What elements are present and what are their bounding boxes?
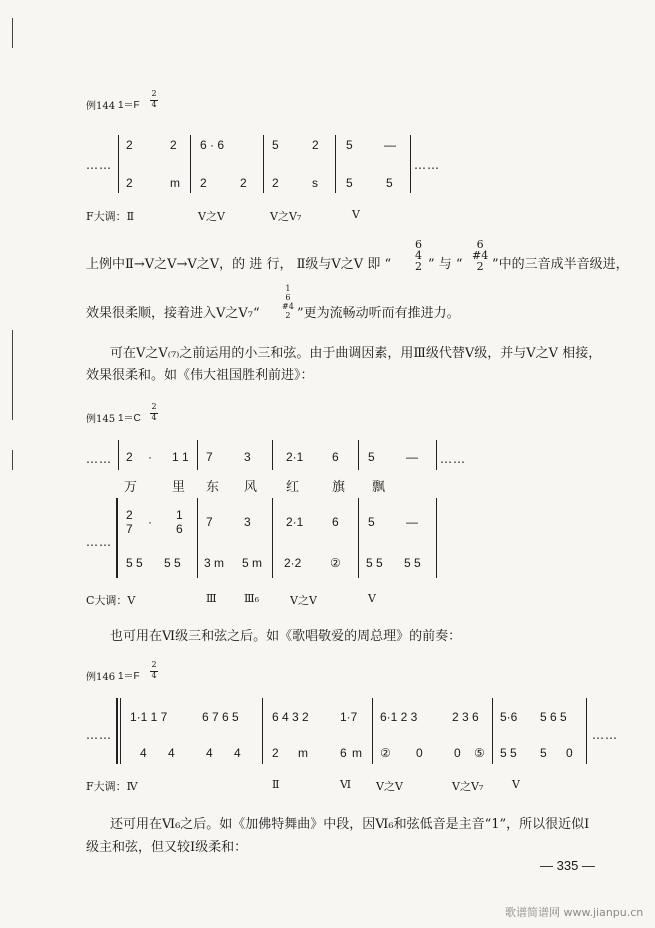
barline [586,698,587,764]
chord-analysis: Ⅴ之Ⅴ [198,210,225,223]
note: 6 · 6 [200,138,225,152]
barline [272,440,273,470]
key-signature: 1＝C [118,413,141,424]
chord-stack: 1 6 #4 2 [282,284,294,320]
note: 5 5 [500,746,517,760]
page-edge-line-top [12,18,13,48]
repeat-dots-left: …… [86,728,112,742]
note: 2 [200,176,207,190]
note: 2 [126,508,133,522]
system-brace [116,698,118,764]
note: 5 [368,515,375,529]
note: 5 [272,138,279,152]
barline [436,440,437,470]
note: ② [330,556,341,570]
paragraph-line: 还可用在Ⅵ₆之后。如《加佛特舞曲》中段，因Ⅵ₆和弦低音是主音“1”，所以很近似Ⅰ [110,817,590,832]
note: 7 [206,515,213,529]
repeat-dots-left: …… [86,452,112,466]
note: 6·1 2 3 [380,710,418,724]
chord-analysis: Ⅴ [352,208,360,221]
note: 5 5 [366,556,383,570]
time-numerator: 2 [151,660,157,669]
note: 2 [240,176,247,190]
repeat-dots-right: …… [592,728,618,742]
chord-analysis: F大调：Ⅱ [86,210,135,223]
chord-analysis: Ⅴ [368,592,376,605]
note: ⑤ [474,746,485,760]
note: 2·2 [284,556,302,570]
paragraph-line: ” 与 “ [428,257,463,272]
time-numerator: 2 [151,402,157,411]
note: — [406,450,418,464]
lyric: 旗 [332,480,346,495]
lyric: 红 [286,480,300,495]
note: 2·1 [286,450,304,464]
paragraph-line: 可在Ⅴ之Ⅴ₍₇₎之前运用的小三和弦。由于曲调因素，用Ⅲ级代替Ⅴ级，并与Ⅴ之Ⅴ 相接， [110,346,602,361]
note: 3 [244,515,251,529]
barline [197,440,198,470]
time-denominator: 4 [151,671,157,680]
barline [190,135,191,193]
note: 6 4 3 2 [272,710,309,724]
note: 2 [126,138,133,152]
note: 4 [140,746,147,760]
page-edge-line-mid [12,330,13,420]
repeat-dots-left: …… [86,535,112,549]
barline [492,698,493,764]
page-edge-line-low [12,450,13,470]
chord-analysis: Ⅴ之Ⅴ [290,594,317,607]
note: 1·1 1 7 [130,710,168,724]
note: 5 m [242,556,263,570]
note: 2 [126,176,133,190]
repeat-barline [120,698,121,764]
repeat-dots-right: …… [440,452,466,466]
note: 2 [272,176,279,190]
barline [197,498,198,578]
note: 0 [454,746,461,760]
note: 2 [170,138,177,152]
note: 5·6 [500,710,518,724]
lyric: 万 [124,480,138,495]
note: 4 [206,746,213,760]
paragraph-line: ”更为流畅动听而有推进力。 [297,306,460,321]
note: 2 [272,746,279,760]
note: 3 m [204,556,225,570]
chord-stack: 6 4 2 [415,238,422,273]
note: 4 [168,746,175,760]
paragraph-line: 上例中Ⅱ→Ⅴ之Ⅴ→Ⅴ之Ⅴ，的 进 行， Ⅱ级与Ⅴ之Ⅴ 即 “ [86,257,392,272]
note: 2·1 [286,515,304,529]
note: 2 [312,138,319,152]
note: 5 [346,138,353,152]
note: m [170,176,180,190]
repeat-dots-right: …… [414,158,440,172]
note: 1·7 [340,710,358,724]
system-brace [116,498,118,578]
example-label: 例144 [86,101,116,112]
note: 3 [244,450,251,464]
note: 0 [416,746,423,760]
barline [358,440,359,470]
note: 0 [566,746,573,760]
key-signature: 1＝F [118,100,140,111]
paragraph-line: 效果很柔和。如《伟大祖国胜利前进》： [86,368,314,383]
note: 6 7 6 5 [202,710,239,724]
note: 1 1 [172,450,189,464]
paragraph-line: 级主和弦，但又较Ⅰ级柔和： [86,840,248,855]
note: 6 [340,746,347,760]
barline [372,698,373,764]
barline [118,440,119,470]
lyric: 里 [172,480,186,495]
barline [263,135,264,193]
note: s [312,176,318,190]
chord-analysis: Ⅴ之Ⅴ₇ [452,780,484,793]
paragraph-line: ”中的三音成半音级进， [492,257,629,272]
chord-analysis: F大调：Ⅳ [86,780,138,793]
time-denominator: 4 [151,100,157,109]
note: — [384,138,396,152]
note: 1 [176,508,183,522]
lyric: 飘 [372,480,386,495]
note: 5 5 [164,556,181,570]
watermark: 歌谱简谱网 www.jianpu.cn [505,906,644,919]
barline [335,135,336,193]
paragraph-line: 效果很柔顺，接着进入Ⅴ之Ⅴ₇“ [86,306,260,321]
note: 5 [346,176,353,190]
chord-analysis: Ⅴ之Ⅴ₇ [270,210,302,223]
note: 5 6 5 [540,710,567,724]
chord-analysis: Ⅵ [340,778,352,791]
barline [272,498,273,578]
lyric: 风 [244,480,258,495]
repeat-dots-left: …… [86,158,112,172]
note: 2 [126,450,133,464]
note: 5 [386,176,393,190]
chord-analysis: Ⅲ₆ [244,592,260,605]
chord-analysis: Ⅴ之Ⅴ [376,780,403,793]
paragraph-line: 也可用在Ⅵ级三和弦之后。如《歌唱敬爱的周总理》的前奏： [110,629,462,644]
note: m [352,746,362,760]
note: ② [380,746,391,760]
note: 7 [126,522,133,536]
note: 5 5 [126,556,143,570]
time-numerator: 2 [151,89,157,98]
note: — [406,515,418,529]
chord-analysis: Ⅴ [512,778,520,791]
note: · [148,515,152,529]
barline [358,498,359,578]
barline [436,498,437,578]
note: · [148,450,152,464]
note: 2 3 6 [452,710,479,724]
chord-stack: 6 #4 2 [472,238,489,273]
system-brace [118,135,119,193]
example-label: 例145 [86,414,116,425]
chord-analysis: C大调：Ⅴ [86,594,136,607]
note: 4 [234,746,241,760]
note: 6 [332,515,339,529]
note: 5 [540,746,547,760]
example-label: 例146 [86,672,116,683]
note: 5 [368,450,375,464]
note: 6 [176,522,183,536]
note: 7 [206,450,213,464]
barline [262,698,263,764]
key-signature: 1＝F [118,671,140,682]
note: 5 5 [404,556,421,570]
chord-analysis: Ⅲ [206,592,217,605]
time-denominator: 4 [151,413,157,422]
lyric: 东 [206,480,220,495]
chord-analysis: Ⅱ [272,778,280,791]
note: m [298,746,308,760]
page-number: — 335 — [540,858,595,873]
barline [410,135,411,193]
note: 6 [332,450,339,464]
